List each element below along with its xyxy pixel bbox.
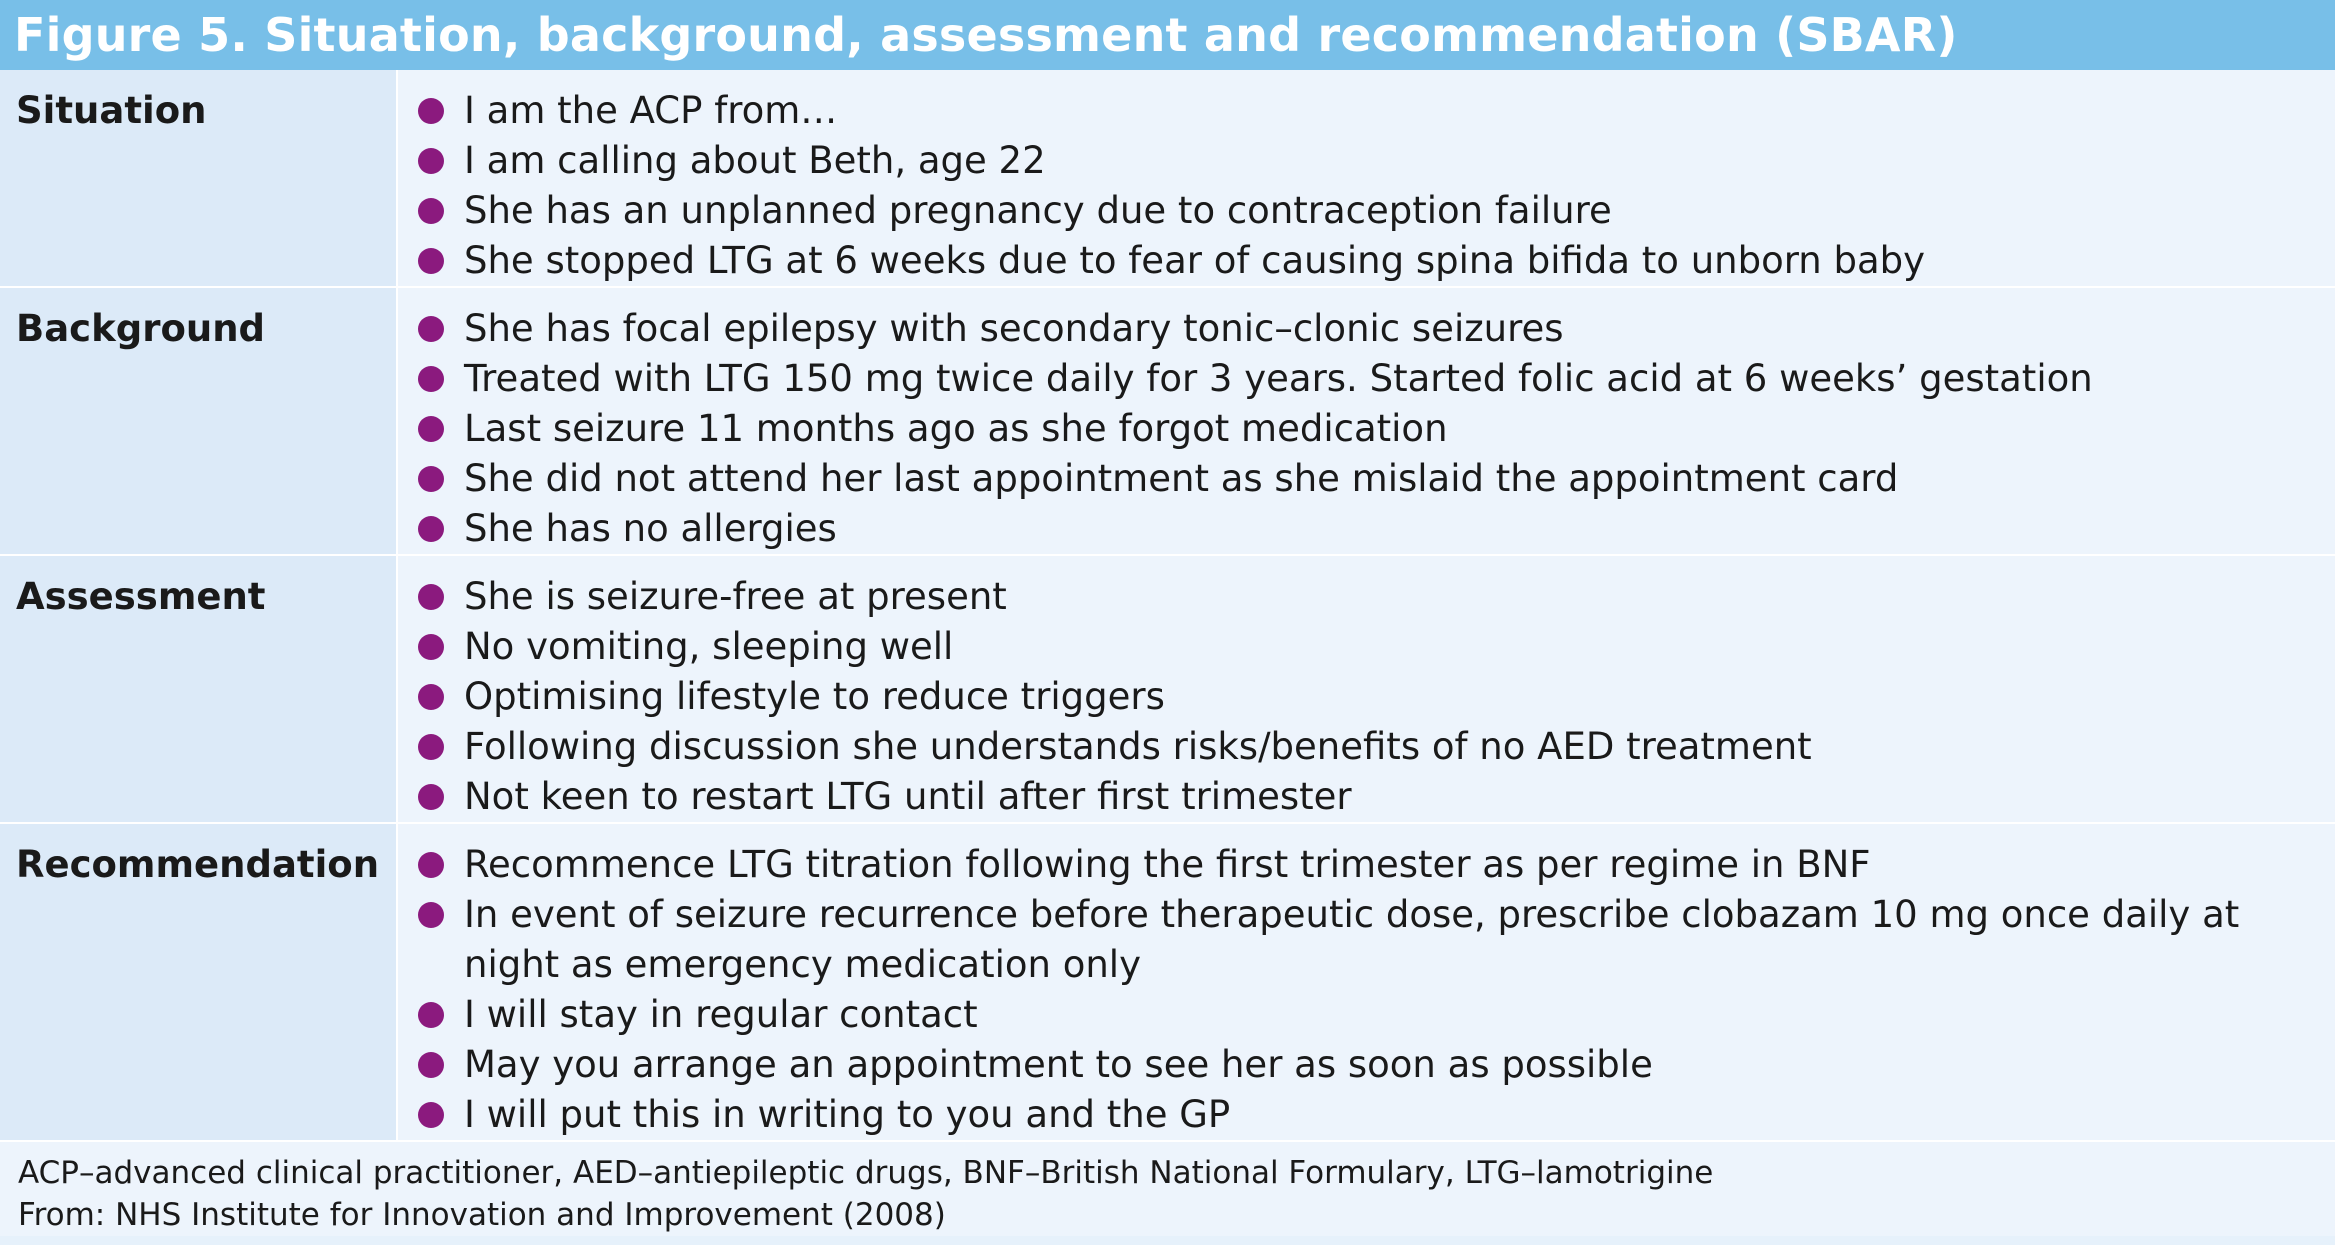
list-item: Optimising lifestyle to reduce triggers <box>416 672 2275 722</box>
bullet-dot-icon <box>418 198 444 224</box>
list-item: No vomiting, sleeping well <box>416 622 2275 672</box>
bullet-dot-icon <box>418 584 444 610</box>
bullet-dot-icon <box>418 902 444 928</box>
table-row-situation <box>0 70 2335 288</box>
table-row-background <box>0 288 2335 556</box>
row-label-assessment: Assessment <box>16 575 266 618</box>
list-item: I am the ACP from… <box>416 86 2275 136</box>
bullet-list <box>416 304 2275 554</box>
bullet-dot-icon <box>418 248 444 274</box>
bullet-dot-icon <box>418 852 444 878</box>
list-item: She is seizure-free at present <box>416 572 2275 622</box>
row-label-cell <box>0 288 398 554</box>
list-item: Last seizure 11 months ago as she forgot medication <box>416 404 2275 454</box>
source-note: From: NHS Institute for Innovation and Improvement (2008) <box>18 1197 946 1233</box>
bullet-dot-icon <box>418 634 444 660</box>
abbreviations-note: ACP–advanced clinical practitioner, AED–antiepileptic drugs, BNF–British National Formulary, LTG–lamotrigine <box>18 1155 1714 1191</box>
table-row-recommendation <box>0 824 2335 1142</box>
row-content-cell <box>398 288 2335 554</box>
bullet-dot-icon <box>418 1052 444 1078</box>
bullet-dot-icon <box>418 366 444 392</box>
list-item: Not keen to restart LTG until after first trimester <box>416 772 2275 822</box>
bullet-dot-icon <box>418 148 444 174</box>
list-item: She did not attend her last appointment as she mislaid the appointment card <box>416 454 2275 504</box>
title-bar <box>0 0 2335 70</box>
bullet-dot-icon <box>418 416 444 442</box>
list-item: In event of seizure recurrence before therapeutic dose, prescribe clobazam 10 mg once daily at night as emergency medication only <box>416 890 2275 990</box>
list-item: I will stay in regular contact <box>416 990 2275 1040</box>
bullet-dot-icon <box>418 516 444 542</box>
list-item: May you arrange an appointment to see her as soon as possible <box>416 1040 2275 1090</box>
list-item: Recommence LTG titration following the first trimester as per regime in BNF <box>416 840 2275 890</box>
figure-title: Figure 5. Situation, background, assessment and recommendation (SBAR) <box>14 8 1958 62</box>
bullet-list <box>416 86 2275 286</box>
bullet-list <box>416 572 2275 822</box>
row-label-cell <box>0 556 398 822</box>
bullet-dot-icon <box>418 1102 444 1128</box>
list-item: I am calling about Beth, age 22 <box>416 136 2275 186</box>
list-item: Following discussion she understands risks/benefits of no AED treatment <box>416 722 2275 772</box>
bullet-dot-icon <box>418 1002 444 1028</box>
figure-footer <box>0 1142 2335 1236</box>
bullet-dot-icon <box>418 98 444 124</box>
row-label-recommendation: Recommendation <box>16 843 380 886</box>
bullet-dot-icon <box>418 316 444 342</box>
list-item: I will put this in writing to you and the GP <box>416 1090 2275 1140</box>
bullet-dot-icon <box>418 784 444 810</box>
bullet-dot-icon <box>418 734 444 760</box>
row-content-cell <box>398 70 2335 286</box>
bullet-dot-icon <box>418 684 444 710</box>
list-item: She stopped LTG at 6 weeks due to fear of causing spina bifida to unborn baby <box>416 236 2275 286</box>
list-item: She has no allergies <box>416 504 2275 554</box>
row-content-cell <box>398 824 2335 1140</box>
bullet-list <box>416 840 2275 1140</box>
list-item: Treated with LTG 150 mg twice daily for 3 years. Started folic acid at 6 weeks’ gestation <box>416 354 2275 404</box>
bullet-dot-icon <box>418 466 444 492</box>
list-item: She has focal epilepsy with secondary tonic–clonic seizures <box>416 304 2275 354</box>
list-item: She has an unplanned pregnancy due to contraception failure <box>416 186 2275 236</box>
row-label-cell <box>0 70 398 286</box>
table-row-assessment <box>0 556 2335 824</box>
row-label-cell <box>0 824 398 1140</box>
row-label-situation: Situation <box>16 89 207 132</box>
row-content-cell <box>398 556 2335 822</box>
row-label-background: Background <box>16 307 266 350</box>
